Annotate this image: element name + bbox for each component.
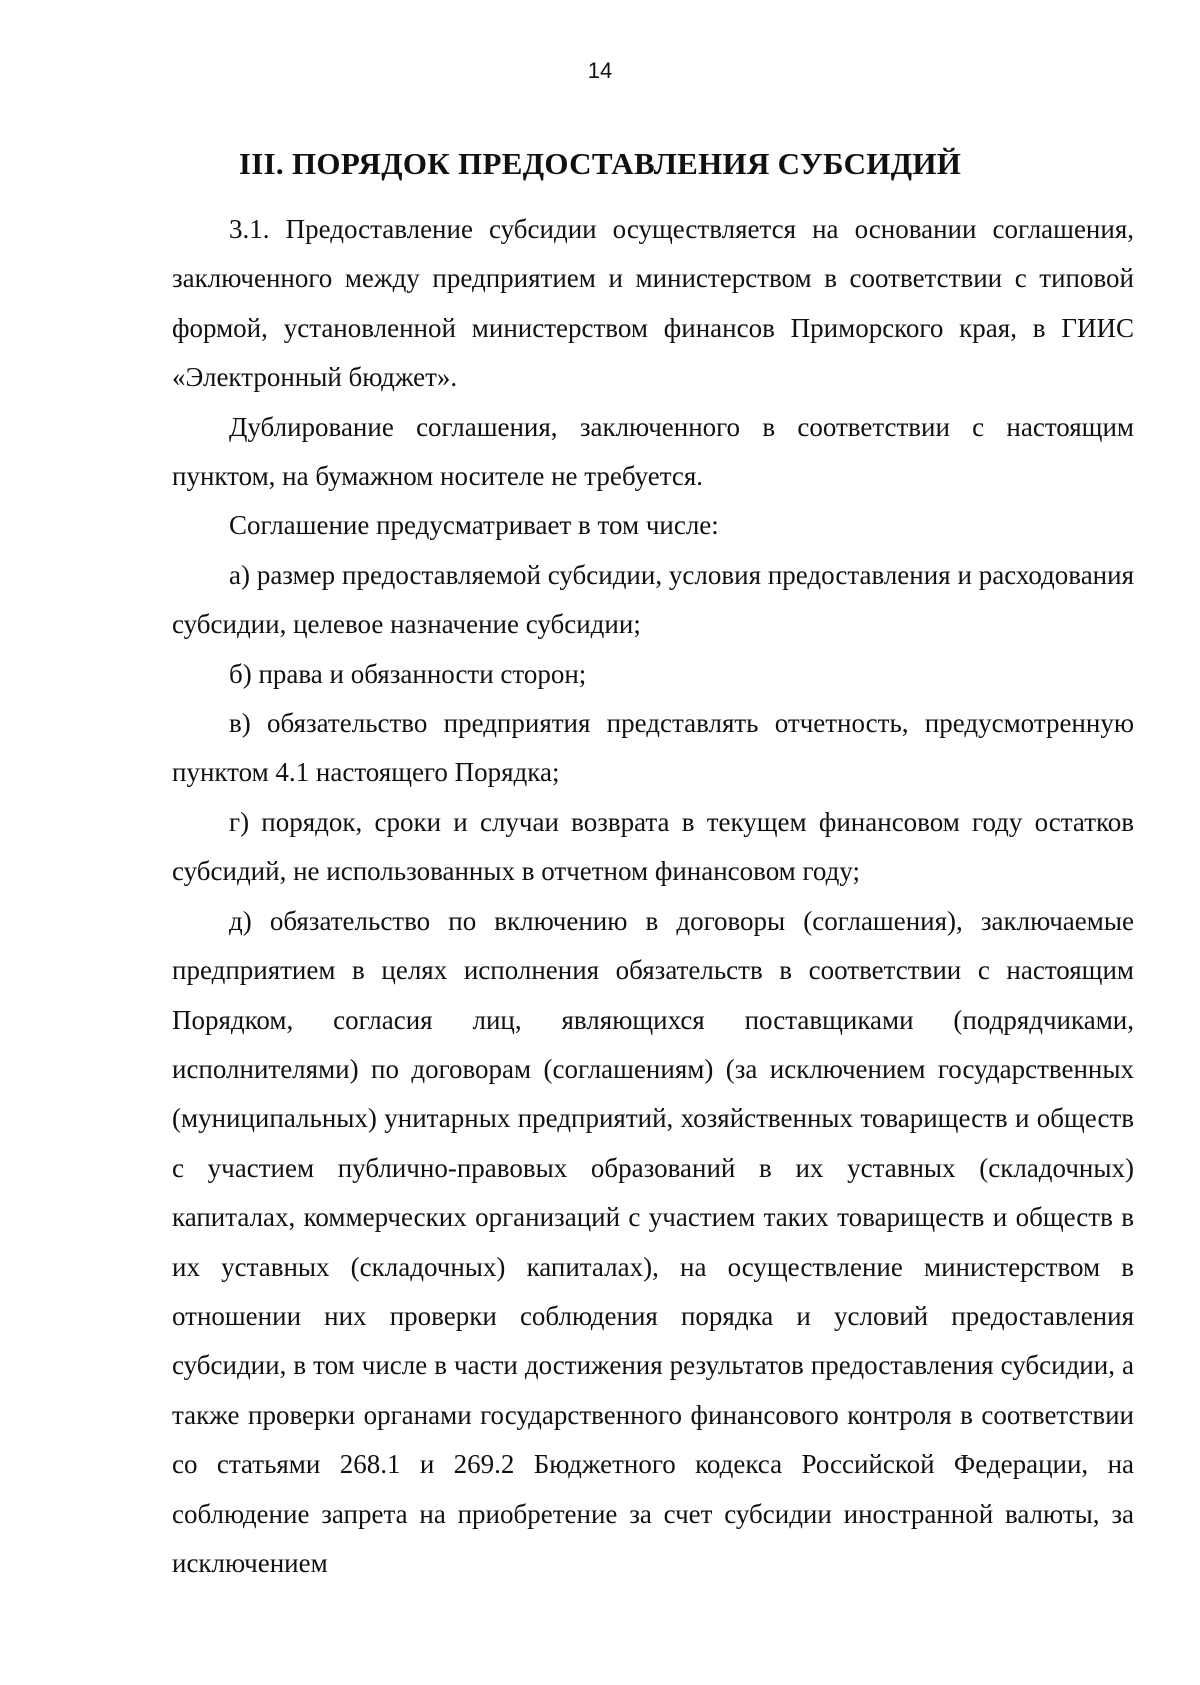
list-item-d: д) обязательство по включению в договоры (соглашения), заключаемые предприятием в целях исполнения обязательств в соответствии с настоящим Порядком, согласия лиц, являющихся поставщиками (подрядчиками, исполнителями) по договорам (соглашениям) (за исключением государственных (муниципальных) унитарных предприятий, хозяйственных товариществ и обществ с участием публично-правовых образований в их уставных (складочных) капиталах, коммерческих организаций с участием таких товариществ и обществ в их уставных (складочных) капиталах), на осуществление министерством в отношении них проверки соблюдения порядка и условий предоставления субсидии, в том числе в части достижения результатов предоставления субсидии, а также проверки органами государственного финансового контроля в соответствии со статьями 268.1 и 269.2 Бюджетного кодекса Российской Федерации, на соблюдение запрета на приобретение за счет субсидии иностранной валюты, за исключением bbox=[172, 905, 1134, 1578]
list-item-b: б) права и обязанности сторон; bbox=[229, 658, 587, 689]
list-item-g: г) порядок, сроки и случаи возврата в текущем финансовом году остатков субсидий, не использованных в отчетном финансовом году; bbox=[172, 806, 1134, 887]
paragraph-duplication: Дублирование соглашения, заключенного в соответствии с настоящим пунктом, на бумажном носителе не требуется. bbox=[172, 411, 1134, 492]
paragraph-agreement-intro: Соглашение предусматривает в том числе: bbox=[229, 510, 719, 541]
body-text bbox=[172, 205, 1134, 1588]
list-item-v: в) обязательство предприятия представлять отчетность, предусмотренную пунктом 4.1 настоящего Порядка; bbox=[172, 708, 1134, 788]
paragraph-3-1: 3.1. Предоставление субсидии осуществляется на основании соглашения, заключенного между предприятием и министерством в соответствии с типовой формой, установленной министерством финансов Приморского края, в ГИИС «Электронный бюджет». bbox=[172, 214, 1134, 393]
section-title: III. ПОРЯДОК ПРЕДОСТАВЛЕНИЯ СУБСИДИЙ bbox=[238, 146, 962, 181]
list-item-a: а) размер предоставляемой субсидии, условия предоставления и расходования субсидии, целевое назначение субсидии; bbox=[172, 559, 1134, 640]
page-number: 14 bbox=[587, 58, 613, 83]
